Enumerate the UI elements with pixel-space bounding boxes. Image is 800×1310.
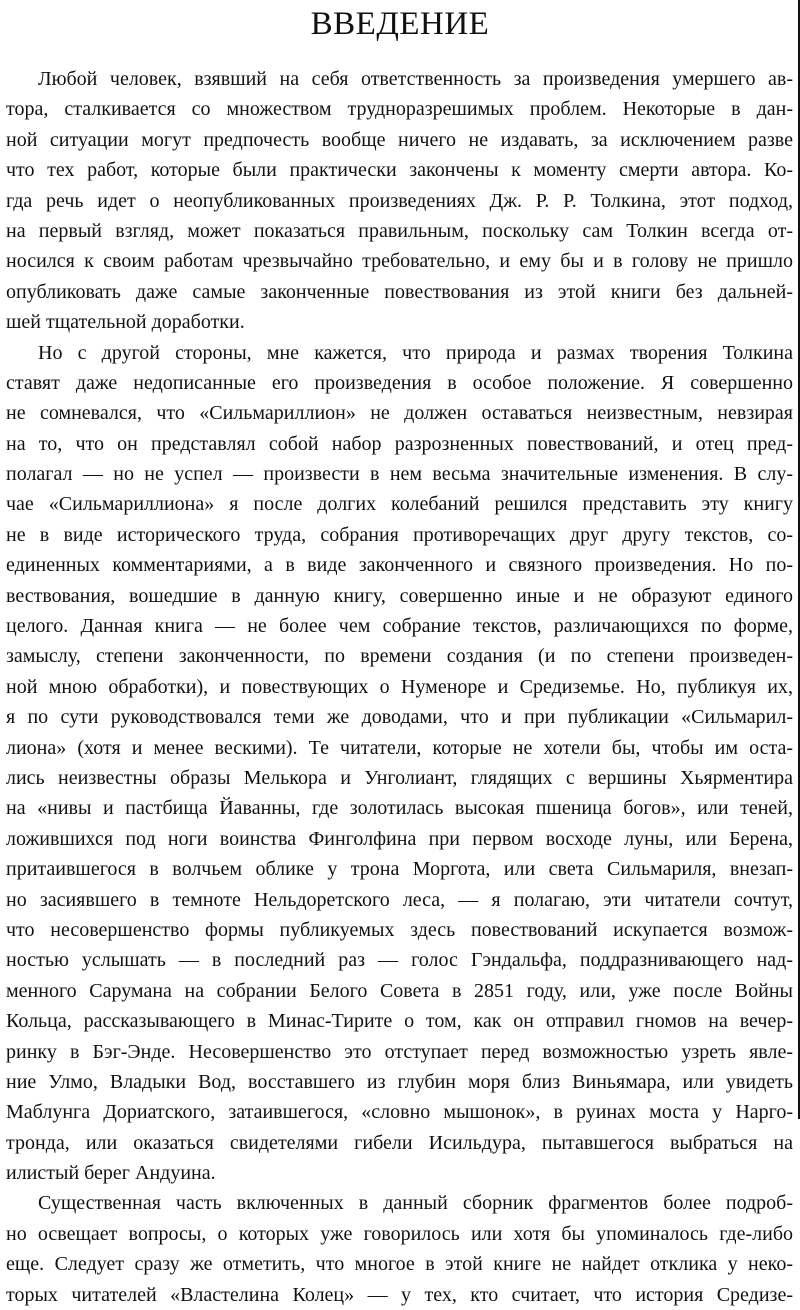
text-line: Любой человек, взявший на себя ответственность за произведения умершего ав- <box>38 68 793 90</box>
text-line: притаившегося в волчьем облике у трона Моргота, или света Сильмариля, внезап- <box>6 858 793 881</box>
text-line: но освещает вопросы, о которых уже говорилось или хотя бы упоминалось где-либо <box>6 1222 793 1245</box>
text-line: ной ситуации могут предпочесть вообще ничего не издавать, за исключением разве <box>6 128 793 151</box>
text-line: Маблунга Дориатского, затаившегося, «словно мышонок», в руинах моста у Нарго- <box>6 1101 793 1124</box>
text-line: ставят даже недописанные его произведения в особое положение. Я совершенно <box>6 371 793 394</box>
text-line: гда речь идет о неопубликованных произведениях Дж. Р. Р. Толкина, этот подход, <box>6 189 793 212</box>
text-line: замыслу, степени законченности, по времени создания (и по степени произведен- <box>6 645 793 668</box>
text-line: вествования, вошедшие в данную книгу, совершенно иные и не образуют единого <box>6 584 793 607</box>
text-line: на первый взгляд, может показаться правильным, поскольку сам Толкин всегда от- <box>6 219 793 242</box>
text-line: ринку в Бэг-Энде. Несовершенство это отступает перед возможностью узреть явле- <box>6 1040 793 1063</box>
text-line: целого. Данная книга — не более чем собрание текстов, различающихся по форме, <box>6 615 793 638</box>
text-line: тронда, или оказаться свидетелями гибели Исильдура, пытавшегося выбраться на <box>6 1131 793 1154</box>
paragraph-1 <box>6 64 793 338</box>
text-line: опубликовать даже самые законченные повествования из этой книги без дальней- <box>6 280 793 303</box>
text-line: Существенная часть включенных в данный сборник фрагментов более подроб- <box>38 1192 793 1215</box>
text-line: на то, что он представлял собой набор разрозненных повествований, и отец пред- <box>6 432 793 455</box>
text-line: что тех работ, которые были практически закончены к моменту смерти автора. Ко- <box>6 159 793 182</box>
text-line: я по сути руководствовался теми же доводами, что и при публикации «Сильмарил- <box>6 706 793 729</box>
text-line: ложившихся под ноги воинства Финголфина при первом восходе луны, или Берена, <box>6 827 793 850</box>
text-line: что несовершенство формы публикуемых здесь повествований искупается возмож- <box>6 918 793 941</box>
text-line: но засиявшего в темноте Нельдоретского леса, — я полагаю, эти читатели сочтут, <box>6 888 793 911</box>
text-line: единенных комментариями, а в виде законченного и связного произведения. Но по- <box>6 554 793 577</box>
paragraph-2 <box>6 338 793 1189</box>
text-line: лиона» (хотя и менее вескими). Те читатели, которые не хотели бы, чтобы им оста- <box>6 736 793 759</box>
text-line: торых читателей «Властелина Колец» — у тех, кто считает, что история Средизе- <box>6 1283 793 1306</box>
text-line: полагал — но не успел — произвести в нем весьма значительные изменения. В слу- <box>6 463 793 486</box>
text-line: ностью услышать — в последний раз — голос Гэндальфа, поддразнивающего над- <box>6 949 793 972</box>
text-line: илистый берег Андуина. <box>6 1162 216 1185</box>
text-line: менного Сарумана на собрании Белого Совета в 2851 году, или, уже после Войны <box>6 979 793 1002</box>
text-line: чае «Сильмариллиона» я после долгих колебаний решился представить эту книгу <box>6 493 793 516</box>
text-line: лись неизвестны образы Мелькора и Унголиант, глядящих с вершины Хьярментира <box>6 766 793 789</box>
text-line: тора, сталкивается со множеством трудноразрешимых проблем. Некоторые в дан- <box>6 98 793 121</box>
text-line: Но с другой стороны, мне кажется, что природа и размах творения Толкина <box>38 341 793 364</box>
text-line: не в виде исторического труда, собрания противоречащих друг другу текстов, со- <box>6 523 793 546</box>
text-line: носился к своим работам чрезвычайно требовательно, и ему бы и в голову не пришло <box>6 250 793 273</box>
text-line: ние Улмо, Владыки Вод, восставшего из глубин моря близ Виньямара, или увидеть <box>6 1070 793 1093</box>
text-line: шей тщательной доработки. <box>6 311 245 334</box>
text-line: на «нивы и пастбища Йаванны, где золотилась высокая пшеница богов», или теней, <box>6 797 793 820</box>
text-line: еще. Следует сразу же отметить, что многое в этой книге не найдет отклика у неко- <box>6 1253 793 1276</box>
text-line: Кольца, рассказывающего в Минас-Тирите о том, как он отправил гномов на вечер- <box>6 1010 793 1033</box>
paragraph-3 <box>6 1188 793 1310</box>
text-line: ной мною обработки), и повествующих о Нуменоре и Средиземье. Но, публикуя их, <box>6 675 793 698</box>
text-line: не сомневался, что «Сильмариллион» не должен оставаться неизвестным, невзирая <box>6 402 793 425</box>
chapter-title: ВВЕДЕНИЕ <box>310 6 490 42</box>
chapter-body <box>6 64 793 1310</box>
